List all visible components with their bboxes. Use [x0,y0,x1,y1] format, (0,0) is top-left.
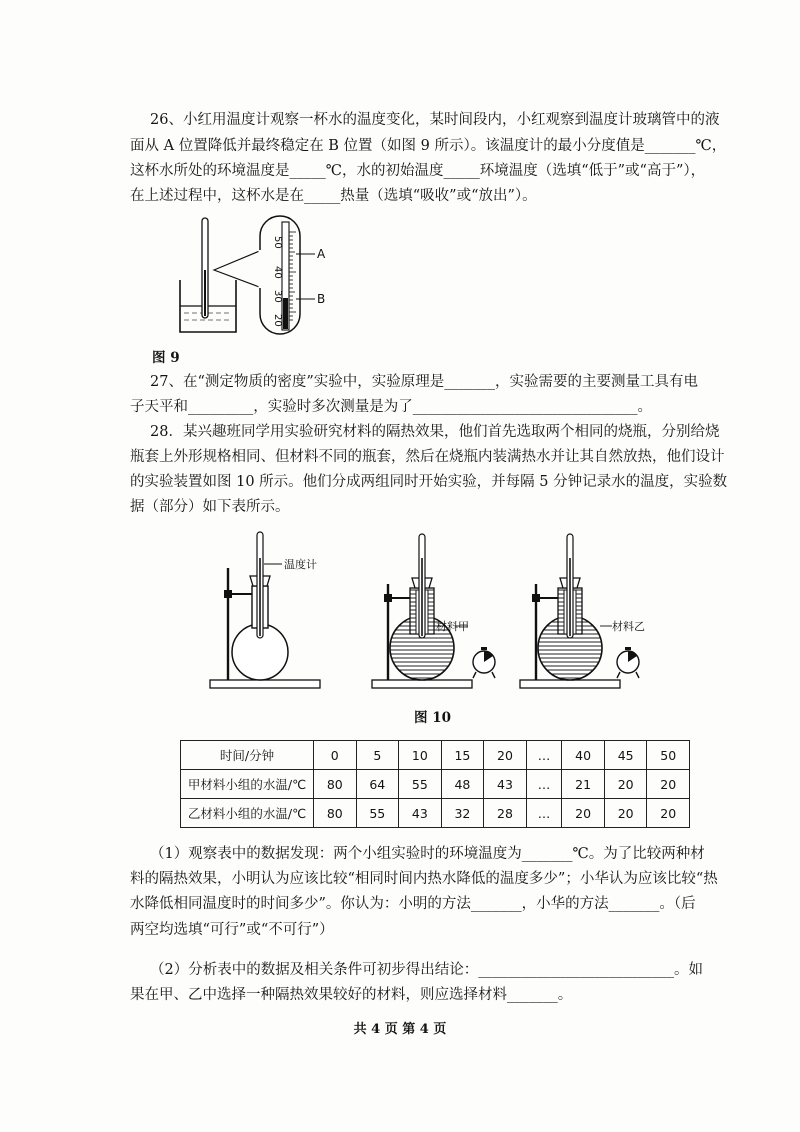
figure-9 [170,210,350,342]
scale-label-40: 40 [272,266,283,279]
table-cell: 乙材料小组的水温/℃ [181,799,314,828]
table-header-cell: 0 [314,741,357,770]
apparatus-plain [210,532,320,688]
sub2-line1: （2）分析表中的数据及相关条件可初步得出结论：___________________________。如 [150,962,703,978]
table-cell: 55 [356,799,399,828]
table-cell: 20 [562,799,605,828]
scale-label-20: 20 [272,314,283,327]
table-cell: 甲材料小组的水温/℃ [181,770,314,799]
mark-b: B [317,292,326,306]
q28-line1: 28．某兴趣班同学用实验研究材料的隔热效果，他们首先选取两个相同的烧瓶，分别给烧 [150,424,720,440]
temperature-table [180,740,690,828]
q26-line2: 面从 A 位置降低并最终稳定在 B 位置（如图 9 所示）。该温度计的最小分度值是_______℃， [130,138,727,154]
table-header-cell: … [526,741,562,770]
table-row [181,799,690,828]
table-cell: 64 [356,770,399,799]
table-header-cell: 时间/分钟 [181,741,314,770]
q26-line3: 这杯水所处的环境温度是_____℃，水的初始温度_____环境温度（选填“低于”或“高于”）， [130,163,706,179]
scale-label-50: 50 [272,236,283,249]
table-cell: 21 [562,770,605,799]
table-cell: 55 [399,770,442,799]
q26-line4: 在上述过程中，这杯水是在_____热量（选填“吸收”或“放出”）。 [130,188,537,204]
table-header-row [181,741,690,770]
mark-a: A [317,247,326,261]
table-header-cell: 10 [399,741,442,770]
page-footer: 共 4 页 第 4 页 [353,1022,447,1037]
q28-line3: 的实验装置如图 10 所示。他们分成两组同时开始实验，并每隔 5 分钟记录水的温度，实验数 [130,474,728,490]
table-cell: 20 [604,799,647,828]
table-header-cell: 50 [647,741,690,770]
table-header-cell: 40 [562,741,605,770]
label-material-a: 材料甲 [436,620,469,633]
table-cell: 28 [484,799,527,828]
table-header-cell: 5 [356,741,399,770]
sub1-line4: 两空均选填“可行”或“不可行”） [130,922,334,938]
q26-line1: 26、小红用温度计观察一杯水的温度变化，某时间段内，小红观察到温度计玻璃管中的液 [150,112,720,128]
label-material-b: 材料乙 [612,620,645,633]
sub1-line1: （1）观察表中的数据发现：两个小组实验时的环境温度为_______℃。为了比较两种材 [150,846,705,862]
table-cell: 48 [441,770,484,799]
table-cell: … [526,770,562,799]
figure-9-caption: 图 9 [152,350,180,366]
table-cell: 20 [647,799,690,828]
sub1-line2: 料的隔热效果，小明认为应该比较“相同时间内热水降低的温度多少”；小华认为应该比较“热 [130,871,718,887]
table-cell: 20 [647,770,690,799]
table-cell: 20 [604,770,647,799]
q27-line1: 27、在“测定物质的密度”实验中，实验原理是_______，实验需要的主要测量工具有电 [150,374,699,390]
table-cell: 43 [399,799,442,828]
table-cell: 80 [314,799,357,828]
apparatus-material-a [372,534,495,688]
sub1-line3: 水降低相同温度时的时间多少”。你认为：小明的方法_______，小华的方法_______。（后 [130,896,696,912]
table-cell: 32 [441,799,484,828]
figure-10 [200,528,660,700]
table-header-cell: 20 [484,741,527,770]
scale-label-30: 30 [272,290,283,303]
table-header-cell: 15 [441,741,484,770]
apparatus-material-b [520,534,645,688]
table-cell: 80 [314,770,357,799]
q28-line2: 瓶套上外形规格相同、但材料不同的瓶套，然后在烧瓶内装满热水并让其自然放热，他们设计 [130,449,725,465]
figure-10-caption: 图 10 [414,710,451,726]
q27-line2: 子天平和_________，实验时多次测量是为了_______________________________。 [130,399,652,415]
table-header-cell: 45 [604,741,647,770]
table-cell: … [526,799,562,828]
q28-line4: 据（部分）如下表所示。 [130,499,290,515]
table-cell: 43 [484,770,527,799]
label-thermometer: 温度计 [284,558,317,571]
table-row [181,770,690,799]
sub2-line2: 果在甲、乙中选择一种隔热效果较好的材料，则应选择材料_______。 [130,987,573,1003]
